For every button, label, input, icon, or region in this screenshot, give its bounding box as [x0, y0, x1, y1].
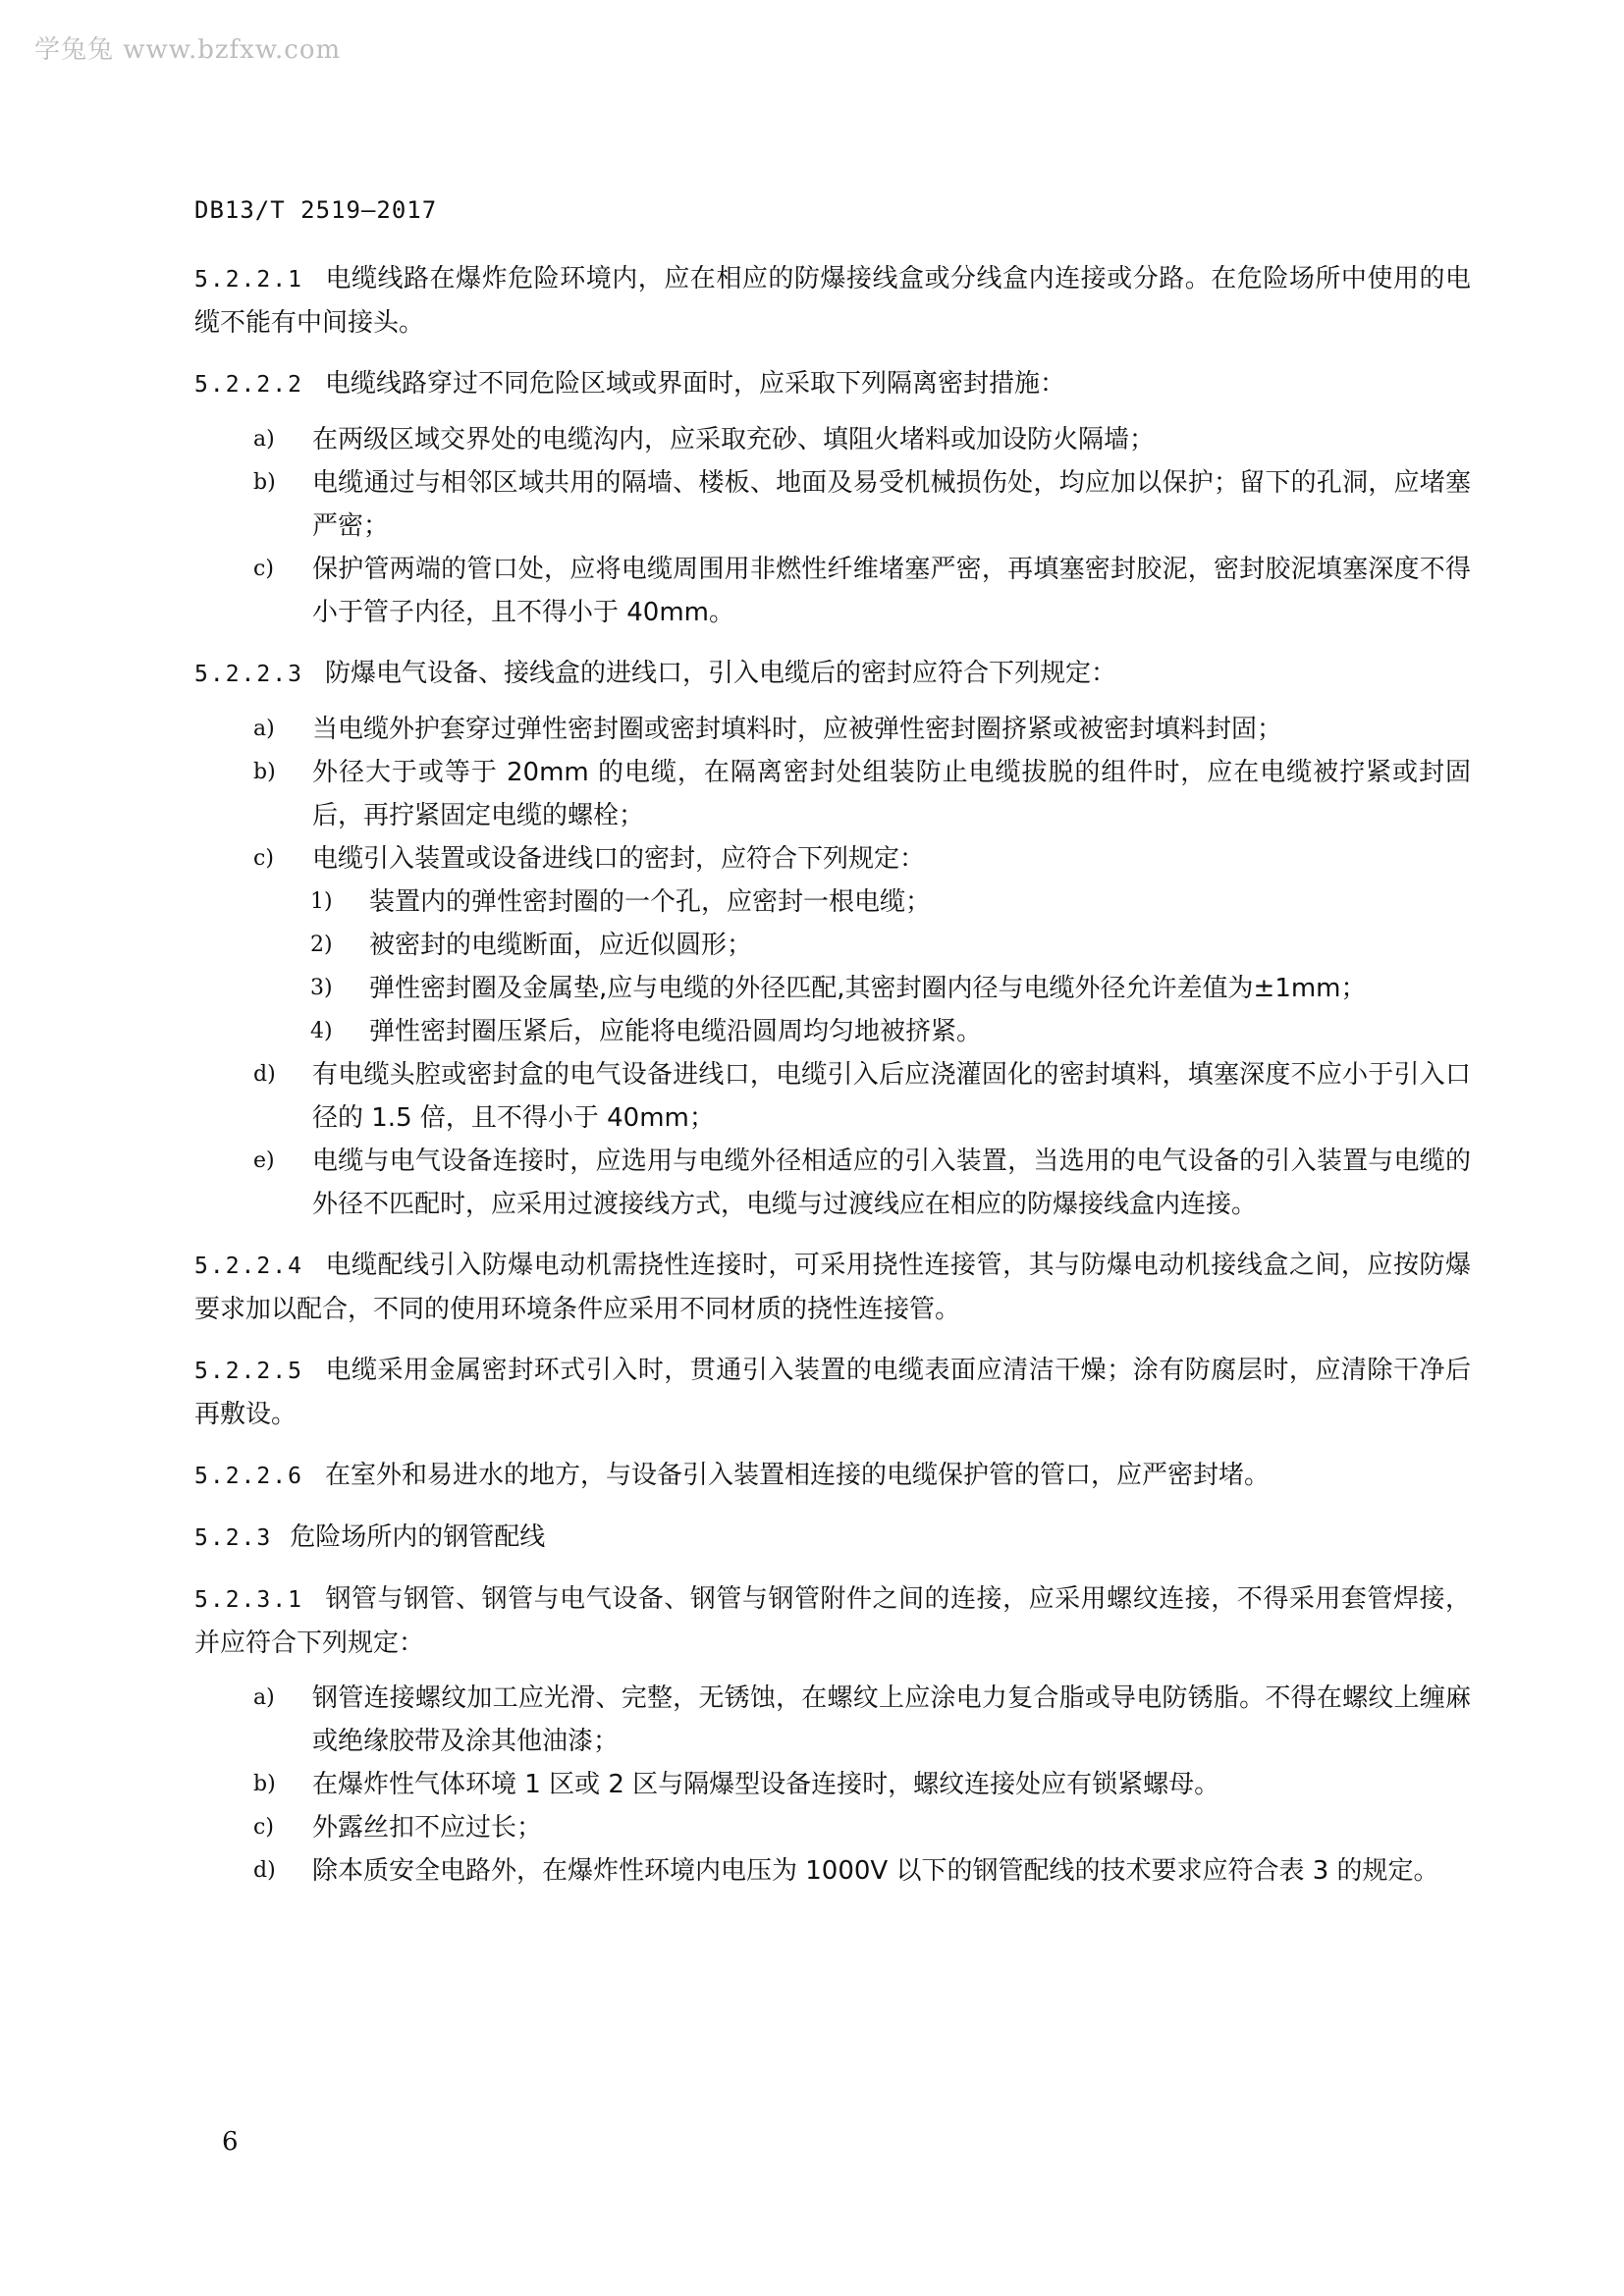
sub-item-marker: 3): [310, 976, 333, 1000]
page-number: 6: [222, 2127, 239, 2157]
clause-5-2-2-6: [194, 1454, 1471, 1498]
list-item: [194, 1849, 1471, 1893]
item-text: 当电缆外护套穿过弹性密封圈或密封填料时，应被弹性密封圈挤紧或被密封填料封固；: [312, 715, 1283, 744]
sub-item-marker: 2): [310, 933, 333, 957]
clause-5-2-2-4: [194, 1244, 1471, 1331]
item-marker: a): [253, 717, 275, 741]
clause-5-2-2-3-list: [194, 708, 1471, 1226]
item-text: 在爆炸性气体环境 1 区或 2 区与隔爆型设备连接时，螺纹连接处应有锁紧螺母。: [312, 1770, 1220, 1799]
item-marker: b): [253, 1772, 276, 1796]
clause-5-2-2-2: [194, 362, 1471, 406]
clause-number: 5.2.2.4: [194, 1254, 303, 1279]
watermark: 学兔兔 www.bzfxw.com: [34, 35, 342, 65]
item-text: 在两级区域交界处的电缆沟内，应采取充砂、填阻火堵料或加设防火隔墙；: [312, 425, 1156, 454]
list-item: [194, 1763, 1471, 1806]
sub-item-marker: 1): [310, 889, 333, 914]
item-marker: b): [253, 760, 276, 784]
item-text: 外露丝扣不应过长；: [312, 1813, 543, 1842]
clause-5-2-3-1: [194, 1577, 1471, 1665]
list-item: [194, 1677, 1471, 1763]
page-content: [194, 257, 1471, 1910]
clause-5-2-2-3: [194, 652, 1471, 696]
sub-list-item: [194, 881, 1471, 924]
list-item: [194, 418, 1471, 461]
clause-5-2-2-5: [194, 1349, 1471, 1436]
item-marker: e): [253, 1148, 275, 1173]
list-item: [194, 1140, 1471, 1226]
sub-item-text: 弹性密封圈及金属垫,应与电缆的外径匹配,其密封圈内径与电缆外径允许差值为±1mm；: [369, 974, 1367, 1003]
item-marker: d): [253, 1858, 276, 1883]
list-item: [194, 837, 1471, 881]
section-heading-5-2-3: [194, 1516, 1471, 1560]
clause-text: 在室外和易进水的地方，与设备引入装置相连接的电缆保护管的管口，应严密封堵。: [324, 1461, 1270, 1490]
list-item: [194, 461, 1471, 548]
section-number: 5.2.3: [194, 1525, 273, 1551]
clause-number: 5.2.2.5: [194, 1359, 303, 1384]
list-item: [194, 1053, 1471, 1140]
sub-list-item: [194, 1010, 1471, 1053]
item-text: 外径大于或等于 20mm 的电缆，在隔离密封处组装防止电缆拔脱的组件时，应在电缆被拧紧或封固后，再拧紧固定电缆的螺栓；: [312, 758, 1471, 830]
sub-item-marker: 4): [310, 1019, 333, 1043]
clause-number: 5.2.2.6: [194, 1464, 303, 1489]
list-item: [194, 708, 1471, 751]
item-marker: c): [253, 846, 274, 871]
clause-text: 电缆线路穿过不同危险区域或界面时，应采取下列隔离密封措施：: [324, 369, 1065, 399]
item-text: 保护管两端的管口处，应将电缆周围用非燃性纤维堵塞严密，再填塞密封胶泥，密封胶泥填塞深度不得小于管子内径，且不得小于 40mm。: [312, 555, 1471, 627]
clause-text: 电缆配线引入防爆电动机需挠性连接时，可采用挠性连接管，其与防爆电动机接线盒之间，应按防爆要求加以配合，不同的使用环境条件应采用不同材质的挠性连接管。: [194, 1251, 1471, 1324]
item-text: 电缆通过与相邻区域共用的隔墙、楼板、地面及易受机械损伤处，均应加以保护；留下的孔洞，应堵塞严密；: [312, 468, 1471, 541]
item-text: 除本质安全电路外，在爆炸性环境内电压为 1000V 以下的钢管配线的技术要求应符合表 3 的规定。: [312, 1856, 1439, 1886]
item-text: 钢管连接螺纹加工应光滑、完整，无锈蚀，在螺纹上应涂电力复合脂或导电防锈脂。不得在螺纹上缠麻或绝缘胶带及涂其他油漆；: [312, 1683, 1471, 1756]
clause-text: 钢管与钢管、钢管与电气设备、钢管与钢管附件之间的连接，应采用螺纹连接，不得采用套管焊接，并应符合下列规定：: [194, 1584, 1471, 1658]
clause-number: 5.2.3.1: [194, 1587, 303, 1613]
item-text: 有电缆头腔或密封盒的电气设备进线口，电缆引入后应浇灌固化的密封填料，填塞深度不应小于引入口径的 1.5 倍，且不得小于 40mm；: [312, 1060, 1471, 1133]
clause-5-2-3-1-list: [194, 1677, 1471, 1893]
item-marker: c): [253, 557, 274, 581]
item-text: 电缆与电气设备连接时，应选用与电缆外径相适应的引入装置，当选用的电气设备的引入装置与电缆的外径不匹配时，应采用过渡接线方式，电缆与过渡线应在相应的防爆接线盒内连接。: [312, 1147, 1471, 1219]
clause-5-2-2-2-list: [194, 418, 1471, 634]
sub-item-text: 装置内的弹性密封圈的一个孔，应密封一根电缆；: [369, 887, 932, 917]
item-marker: c): [253, 1815, 274, 1840]
sub-list-item: [194, 924, 1471, 967]
item-marker: a): [253, 427, 275, 452]
document-code: DB13/T 2519—2017: [194, 196, 438, 224]
item-text: 电缆引入装置或设备进线口的密封，应符合下列规定：: [312, 844, 926, 874]
list-item: [194, 1806, 1471, 1849]
clause-number: 5.2.2.3: [194, 662, 303, 687]
list-item: [194, 548, 1471, 634]
section-title: 危险场所内的钢管配线: [290, 1522, 546, 1552]
clause-text: 防爆电气设备、接线盒的进线口，引入电缆后的密封应符合下列规定：: [324, 659, 1116, 688]
item-marker: d): [253, 1062, 276, 1087]
item-marker: b): [253, 470, 276, 495]
clause-number: 5.2.2.2: [194, 372, 303, 398]
item-marker: a): [253, 1685, 275, 1710]
clause-5-2-2-1: [194, 257, 1471, 345]
list-item: [194, 751, 1471, 837]
sub-item-text: 弹性密封圈压紧后，应能将电缆沿圆周均匀地被挤紧。: [369, 1017, 983, 1046]
clause-text: 电缆采用金属密封环式引入时，贯通引入装置的电缆表面应清洁干燥；涂有防腐层时，应清除干净后再敷设。: [194, 1356, 1471, 1429]
sub-item-text: 被密封的电缆断面，应近似圆形；: [369, 931, 753, 960]
clause-text: 电缆线路在爆炸危险环境内，应在相应的防爆接线盒或分线盒内连接或分路。在危险场所中使用的电缆不能有中间接头。: [194, 264, 1471, 338]
clause-number: 5.2.2.1: [194, 267, 303, 293]
sub-list-item: [194, 967, 1471, 1010]
